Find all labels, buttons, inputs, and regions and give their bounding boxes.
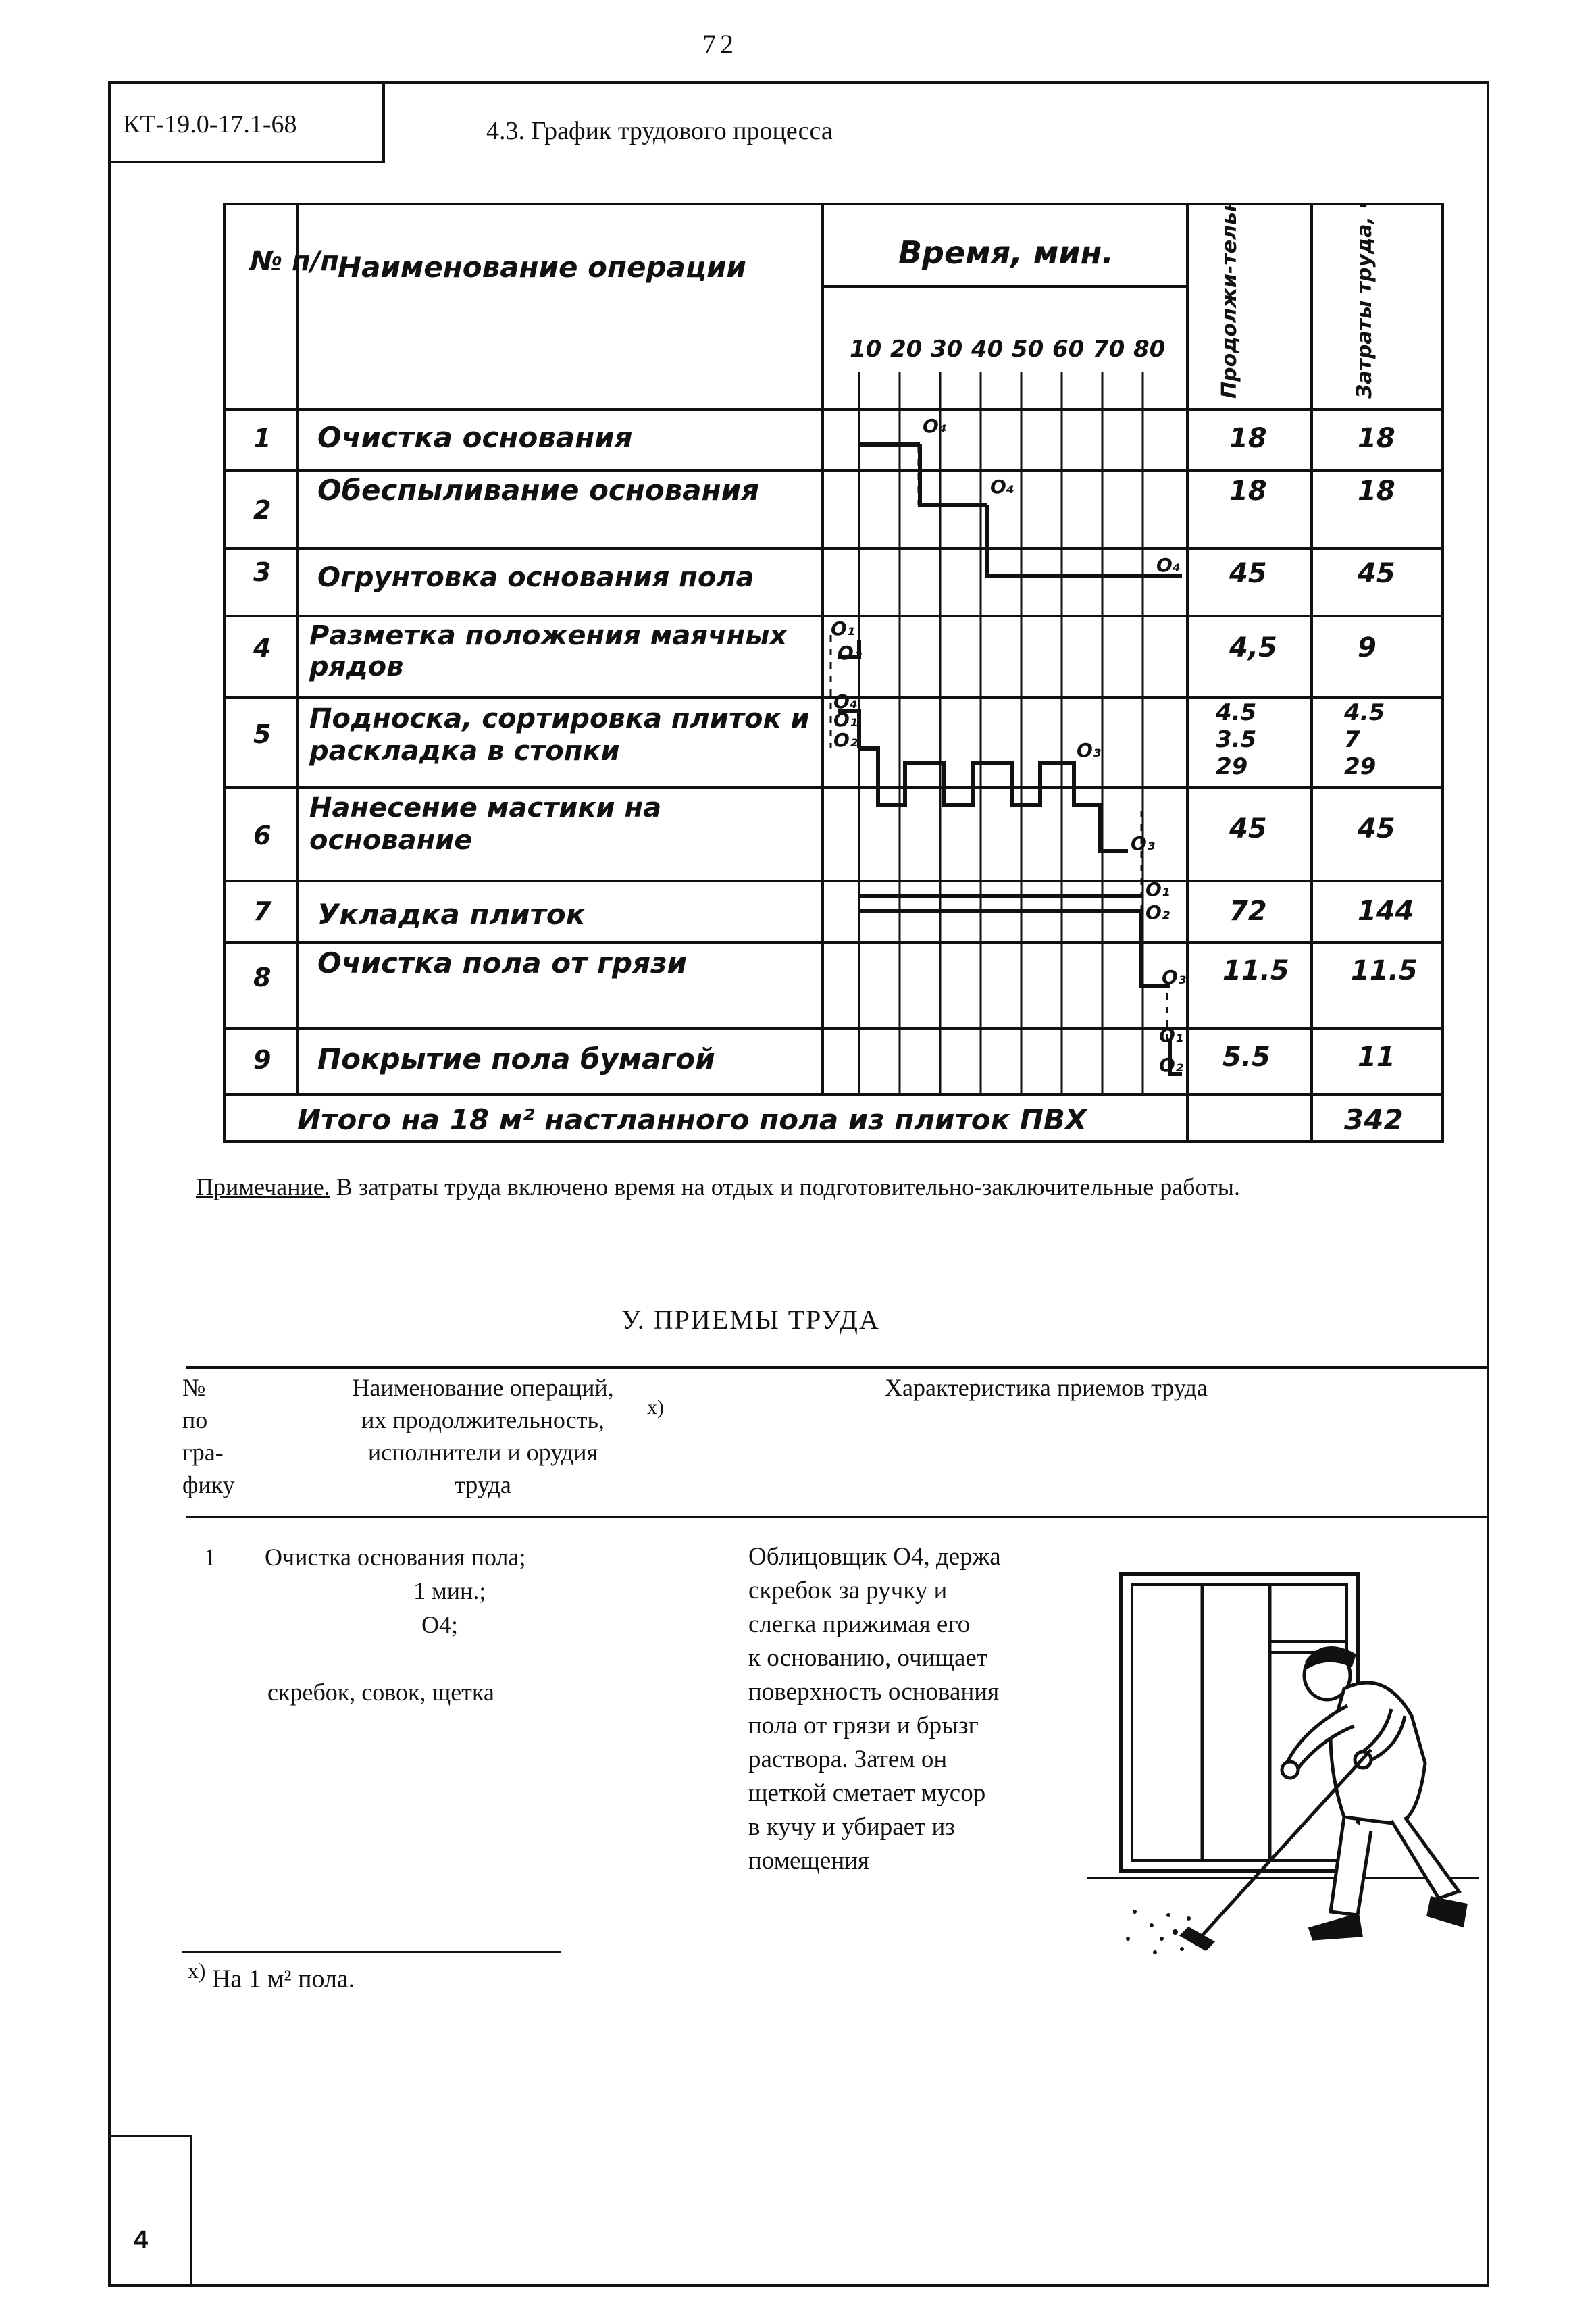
- row-3-duration: 45: [1229, 558, 1267, 589]
- row-4-n: 4: [253, 633, 272, 663]
- desc-line-6: пола от грязи и брызг: [748, 1712, 979, 1739]
- methods-row-desc: [748, 1540, 1001, 1878]
- row-8-duration: 11.5: [1222, 955, 1289, 986]
- tick-10: 10: [850, 336, 882, 363]
- desc-line-1: Облицовщик О4, держа: [748, 1543, 1001, 1571]
- desc-line-10: помещения: [748, 1847, 869, 1875]
- row-1-labor: 18: [1358, 423, 1395, 454]
- methods-col-name: [307, 1371, 659, 1501]
- worker-o2-row7: О₂: [1145, 901, 1170, 923]
- col-no-header: № п/п: [250, 246, 339, 277]
- worker-o1-row5: О₁: [833, 709, 858, 731]
- row-9-name: Покрытие пола бумагой: [317, 1042, 715, 1075]
- worker-o4-row3: О₄: [1156, 554, 1181, 576]
- worker-o1-row7: О₁: [1145, 878, 1170, 900]
- row-4-duration: 4,5: [1229, 632, 1277, 663]
- desc-line-3: слегка прижимая его: [748, 1610, 971, 1638]
- desc-line-8: щеткой сметает мусор: [748, 1779, 986, 1807]
- page-number: 72: [702, 29, 738, 59]
- row-5-duration: 4.5 3.5 29: [1216, 699, 1257, 780]
- sheet-box: [108, 2135, 192, 2287]
- col-name-line-1: Наименование операций,: [352, 1374, 614, 1401]
- note-label: Примечание.: [196, 1173, 330, 1200]
- row-3-n: 3: [253, 557, 272, 587]
- doc-code: КТ-19.0-17.1-68: [108, 81, 385, 163]
- desc-line-7: раствора. Затем он: [748, 1746, 948, 1773]
- methods-top-rule: [186, 1366, 1489, 1369]
- tick-80: 80: [1133, 336, 1166, 363]
- col-duration-header: Продолжи-тельность, мин.: [1218, 203, 1241, 399]
- row-5-n: 5: [253, 719, 272, 749]
- row-7-n: 7: [253, 896, 272, 926]
- row-2-labor: 18: [1358, 476, 1395, 507]
- row-7-labor: 144: [1358, 896, 1414, 927]
- worker-o1-row4: О₁: [831, 617, 856, 640]
- row-8-labor: 11.5: [1351, 955, 1418, 986]
- tick-40: 40: [971, 336, 1004, 363]
- methods-col-name-mark: x): [647, 1396, 664, 1419]
- row-6-n: 6: [253, 821, 272, 850]
- row-5-name: Подноска, сортировка плиток и раскладка в стопки: [309, 703, 810, 767]
- tick-50: 50: [1012, 336, 1044, 363]
- footnote-text: На 1 м² пола.: [211, 1964, 355, 1993]
- methods-header-rule: [186, 1516, 1489, 1518]
- footnote: [188, 1959, 355, 1994]
- methods-row-n: 1: [204, 1544, 216, 1571]
- row-6-labor: 45: [1358, 813, 1395, 844]
- row-9-duration: 5.5: [1222, 1042, 1270, 1073]
- section-title: 4.3. График трудового процесса: [486, 117, 833, 145]
- methods-row-time: 1 мин.;: [413, 1577, 486, 1604]
- row-2-name: Обеспыливание основания: [317, 474, 760, 507]
- row-9-labor: 11: [1358, 1042, 1395, 1073]
- worker-cleaning-illustration: [1087, 1560, 1479, 1966]
- col-no-line-2: гра-: [182, 1439, 224, 1466]
- worker-o1-row9: О₁: [1159, 1024, 1184, 1046]
- row-2-duration: 18: [1229, 476, 1267, 507]
- labor-schedule-chart: [223, 203, 1444, 1143]
- row-7-name: Укладка плиток: [317, 898, 586, 931]
- col-name-line-4: труда: [455, 1471, 511, 1498]
- row-8-n: 8: [253, 963, 272, 992]
- col-no-line-1: № по: [182, 1374, 208, 1433]
- row-1-name: Очистка основания: [317, 421, 633, 454]
- row-4-name: Разметка положения маячных рядов: [309, 620, 788, 682]
- row-1-duration: 18: [1229, 423, 1267, 454]
- row-6-duration: 45: [1229, 813, 1267, 844]
- worker-o4-row5: О₄: [833, 690, 858, 713]
- worker-o2-row5: О₂: [833, 729, 858, 751]
- methods-row-worker: О4;: [421, 1611, 458, 1638]
- worker-o2-row9: О₂: [1159, 1054, 1184, 1076]
- row-7-duration: 72: [1229, 896, 1267, 927]
- tick-60: 60: [1052, 336, 1085, 363]
- row-3-name: Огрунтовка основания пола: [317, 562, 754, 593]
- worker-o3-row8: О₃: [1162, 966, 1187, 988]
- footnote-rule: [182, 1951, 561, 1953]
- row-6-name: Нанесение мастики на основание: [309, 792, 662, 856]
- row-5-labor: 4.5 7 29: [1344, 699, 1385, 780]
- row-1-n: 1: [253, 424, 272, 453]
- col-labor-header: Затраты труда, чел.-мин.: [1353, 203, 1376, 399]
- methods-col-no: [182, 1371, 236, 1501]
- footnote-mark: x): [188, 1959, 206, 1983]
- methods-col-desc: Характеристика приемов труда: [885, 1374, 1208, 1401]
- col-name-line-2: их продолжительность,: [361, 1406, 604, 1433]
- total-labor: 342: [1344, 1103, 1404, 1136]
- worker-o4-row1: О₄: [923, 415, 948, 437]
- total-label: Итого на 18 м² настланного пола из плиток ПВХ: [297, 1103, 1087, 1136]
- note: [196, 1169, 1425, 1205]
- worker-o4-row2: О₄: [990, 476, 1015, 498]
- methods-heading: У. ПРИЕМЫ ТРУДА: [621, 1304, 880, 1335]
- methods-row-tools: скребок, совок, щетка: [267, 1679, 494, 1706]
- col-name-header: Наименование операции: [338, 251, 746, 284]
- col-name-line-3: исполнители и орудия: [367, 1439, 598, 1466]
- col-time-header: Время, мин.: [898, 234, 1114, 271]
- col-no-line-3: фику: [182, 1471, 235, 1498]
- worker-o3-row6: О₃: [1131, 832, 1156, 855]
- row-2-n: 2: [253, 495, 272, 525]
- desc-line-4: к основанию, очищает: [748, 1644, 987, 1672]
- note-text: В затраты труда включено время на отдых и подготовительно-заключительные работы.: [336, 1173, 1240, 1200]
- methods-row-op: Очистка основания пола;: [265, 1544, 526, 1571]
- schedule-svg: [223, 203, 1444, 1143]
- desc-line-5: поверхность основания: [748, 1678, 1000, 1706]
- tick-70: 70: [1093, 336, 1125, 363]
- sheet-number: 4: [134, 2226, 149, 2254]
- row-8-name: Очистка пола от грязи: [317, 946, 687, 980]
- desc-line-9: в кучу и убирает из: [748, 1813, 955, 1841]
- worker-o2-row4: О₂: [838, 642, 863, 664]
- tick-20: 20: [890, 336, 923, 363]
- worker-o3-row5: О₃: [1077, 739, 1102, 761]
- desc-line-2: скребок за ручку и: [748, 1577, 948, 1604]
- row-3-labor: 45: [1358, 558, 1395, 589]
- tick-30: 30: [931, 336, 963, 363]
- row-9-n: 9: [253, 1045, 272, 1075]
- row-4-labor: 9: [1358, 632, 1376, 663]
